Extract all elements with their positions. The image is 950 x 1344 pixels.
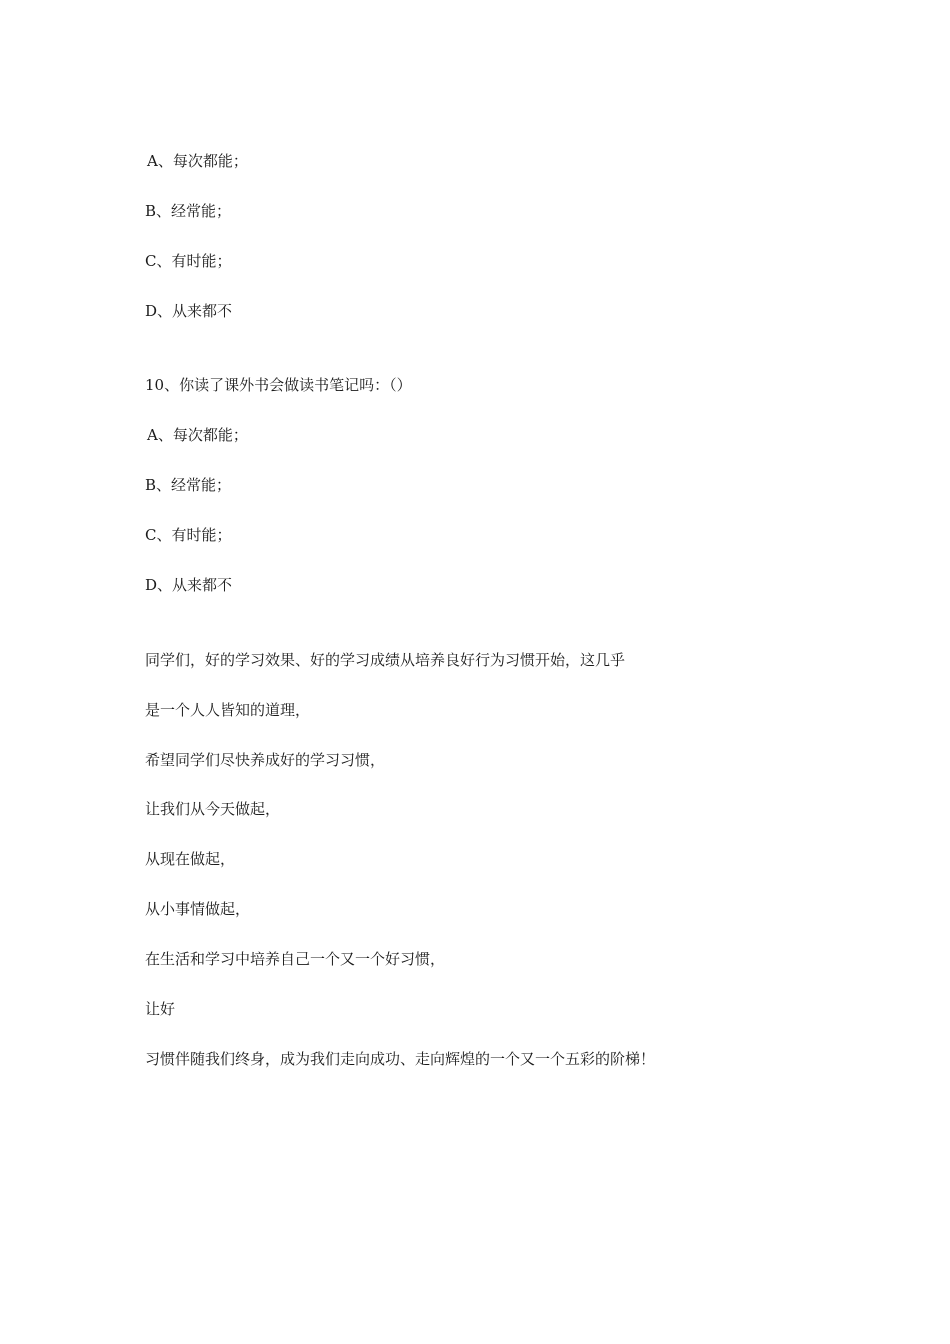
closing-line: 从现在做起， [145, 850, 236, 868]
closing-line: 同学们，好的学习效果、好的学习成绩从培养良好行为习惯开始，这几乎 [145, 651, 626, 669]
closing-line: 在生活和学习中培养自己一个又一个好习惯， [145, 950, 446, 968]
q10-question: 10、你读了课外书会做读书笔记吗：（） [145, 376, 412, 394]
closing-line: 希望同学们尽快养成好的学习习惯， [145, 751, 386, 769]
q9-option-a: A、每次都能； [147, 152, 248, 170]
closing-line: 从小事情做起， [145, 900, 251, 918]
q9-option-b: B、经常能； [145, 202, 232, 220]
q9-option-c: C、有时能； [145, 252, 232, 270]
q9-option-d: D、从来都不 [145, 302, 233, 320]
closing-line: 习惯伴随我们终身，成为我们走向成功、走向辉煌的一个又一个五彩的阶梯！ [145, 1050, 656, 1068]
closing-line: 让好 [145, 1000, 176, 1018]
q10-option-d: D、从来都不 [145, 576, 233, 594]
q10-option-c: C、有时能； [145, 526, 232, 544]
closing-line: 是一个人人皆知的道理， [145, 701, 311, 719]
q10-option-a: A、每次都能； [147, 426, 248, 444]
closing-line: 让我们从今天做起， [145, 800, 281, 818]
q10-option-b: B、经常能； [145, 476, 232, 494]
